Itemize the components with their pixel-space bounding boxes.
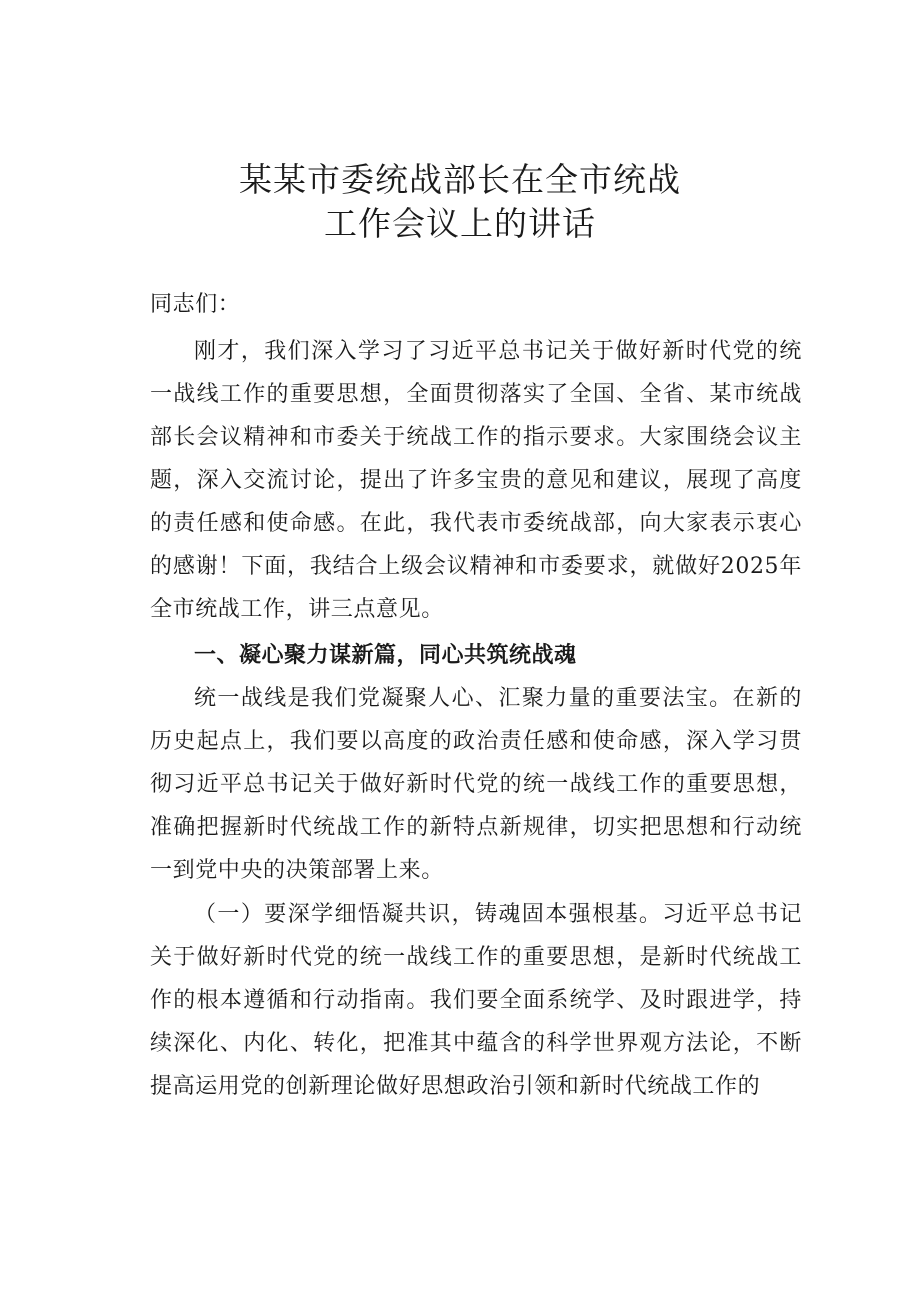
document-title-line-1: 某某市委统战部长在全市统战 xyxy=(239,160,681,199)
paragraph-subsection-1: （一）要深学细悟凝共识，铸魂固本强根基。习近平总书记关于做好新时代党的统一战线工作的重要思想，是新时代统战工作的根本遵循和行动指南。我们要全面系统学、及时跟进学，持续深化、内化、转化，把准其中蕴含的科学世界观方法论，不断提高运用党的创新理论做好思想政治引领和新时代统战工作的 xyxy=(150,902,802,1099)
paragraph-section1: 统一战线是我们党凝聚人心、汇聚力量的重要法宝。在新的历史起点上，我们要以高度的政治责任感和使命感，深入学习贯彻习近平总书记关于做好新时代党的统一战线工作的重要思想，准确把握新时代统战工作的新特点新规律，切实把思想和行动统一到党中央的决策部署上来。 xyxy=(150,686,802,883)
document-title-line-2: 工作会议上的讲话 xyxy=(324,204,596,243)
section-heading-1: 一、凝心聚力谋新篇，同心共筑统战魂 xyxy=(194,643,577,668)
salutation: 同志们： xyxy=(150,292,241,317)
paragraph-intro: 刚才，我们深入学习了习近平总书记关于做好新时代党的统一战线工作的重要思想，全面贯彻落实了全国、全省、某市统战部长会议精神和市委关于统战工作的指示要求。大家围绕会议主题，深入交流讨论，提出了许多宝贵的意见和建议，展现了高度的责任感和使命感。在此，我代表市委统战部，向大家表示衷心的感谢！下面，我结合上级会议精神和市委要求，就做好2025年全市统战工作，讲三点意见。 xyxy=(150,339,802,622)
